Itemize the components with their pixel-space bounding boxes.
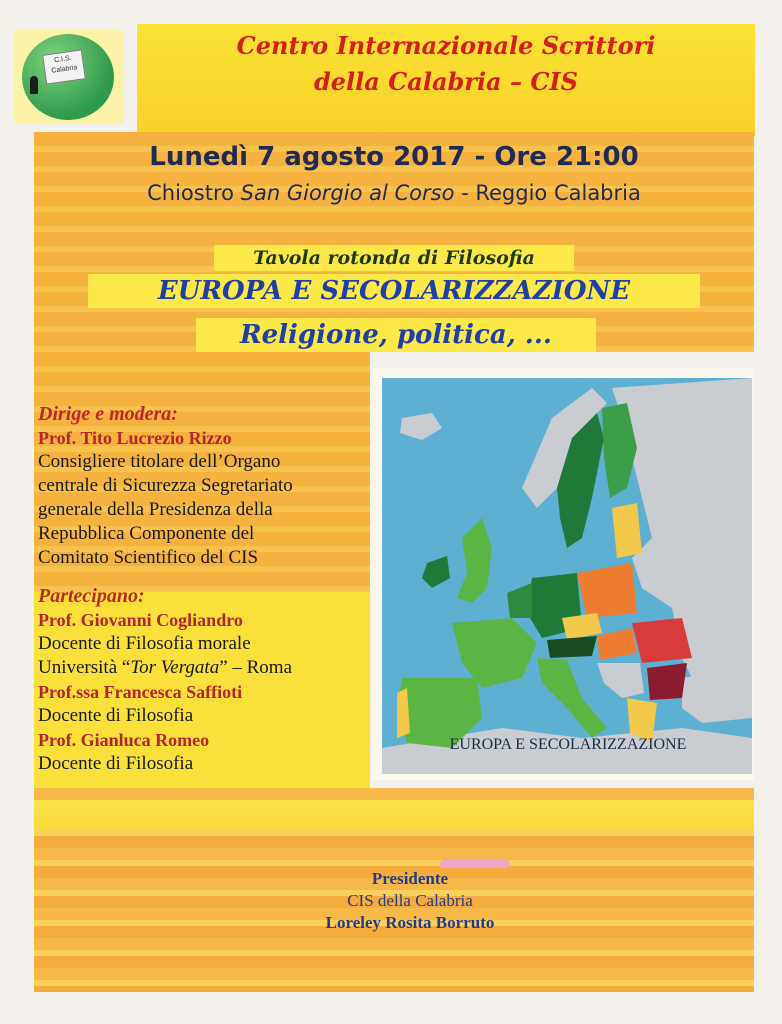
europe-map-svg bbox=[382, 378, 752, 774]
moderator-role-line: generale della Presidenza della bbox=[38, 499, 273, 520]
spacer bbox=[38, 570, 368, 584]
event-subtitle: Religione, politica, ... bbox=[196, 318, 596, 352]
affiliation-post: ” – Roma bbox=[219, 657, 293, 678]
moderator-role-line: Consigliere titolare dell’Organo bbox=[38, 451, 281, 472]
president-title: Presidente bbox=[371, 869, 449, 888]
event-type: Tavola rotonda di Filosofia bbox=[214, 245, 574, 271]
map-italy bbox=[537, 658, 607, 738]
participant-1-name: Prof. Giovanni Cogliandro bbox=[38, 610, 243, 630]
place-name: San Giorgio al Corso bbox=[240, 181, 455, 205]
map-balkans bbox=[597, 663, 644, 698]
president-org: CIS della Calabria bbox=[347, 891, 473, 910]
europe-map-icon bbox=[382, 378, 752, 774]
footer-pink-mark bbox=[440, 860, 510, 868]
map-iceland bbox=[400, 413, 442, 440]
affiliation-pre: Università “ bbox=[38, 657, 131, 678]
map-romania bbox=[632, 618, 692, 663]
moderator-role-line: Repubblica Componente del bbox=[38, 523, 255, 544]
participant-3-role: Docente di Filosofia bbox=[38, 753, 194, 774]
place-suffix: - Reggio Calabria bbox=[454, 181, 641, 205]
map-benelux bbox=[507, 583, 532, 618]
participant-1-affiliation bbox=[38, 656, 368, 680]
place-prefix: Chiostro bbox=[147, 181, 241, 205]
participant-1-role: Docente di Filosofia morale bbox=[38, 633, 251, 654]
map-poland bbox=[577, 563, 637, 618]
event-title: EUROPA E SECOLARIZZAZIONE bbox=[88, 274, 700, 308]
speakers-block bbox=[38, 402, 368, 776]
participant-3-name: Prof. Gianluca Romeo bbox=[38, 730, 210, 750]
president-block bbox=[200, 868, 620, 934]
event-date-time: Lunedì 7 agosto 2017 - Ore 21:00 bbox=[149, 142, 639, 172]
moderator-heading: Dirige e modera: bbox=[38, 403, 178, 425]
participant-2-role: Docente di Filosofia bbox=[38, 705, 194, 726]
map-uk bbox=[457, 518, 492, 603]
president-name: Loreley Rosita Borruto bbox=[325, 913, 495, 932]
map-hungary bbox=[597, 628, 637, 660]
map-bulgaria bbox=[647, 663, 687, 700]
logo-figure-icon bbox=[30, 76, 38, 94]
org-title-line1: Centro Internazionale Scrittori bbox=[236, 31, 656, 60]
event-place bbox=[34, 178, 754, 208]
affiliation-university: Tor Vergata bbox=[130, 657, 220, 678]
org-title bbox=[137, 28, 755, 100]
logo-book-icon: C.I.S. Calabria bbox=[42, 49, 86, 84]
map-baltics bbox=[612, 503, 642, 558]
participants-heading: Partecipano: bbox=[38, 585, 145, 607]
moderator-role-line: centrale di Sicurezza Segretariato bbox=[38, 475, 293, 496]
moderator-role-line: Comitato Scientifico del CIS bbox=[38, 547, 259, 568]
org-title-line2: della Calabria – CIS bbox=[314, 67, 578, 96]
map-caption: EUROPA E SECOLARIZZAZIONE bbox=[449, 736, 687, 753]
cis-logo bbox=[14, 30, 124, 124]
map-ireland bbox=[422, 556, 450, 588]
map-austria bbox=[547, 636, 597, 658]
footer-yellow-stripe bbox=[34, 800, 754, 830]
moderator-name: Prof. Tito Lucrezio Rizzo bbox=[38, 428, 232, 448]
participant-2-name: Prof.ssa Francesca Saffioti bbox=[38, 682, 243, 702]
map-france bbox=[452, 618, 537, 688]
